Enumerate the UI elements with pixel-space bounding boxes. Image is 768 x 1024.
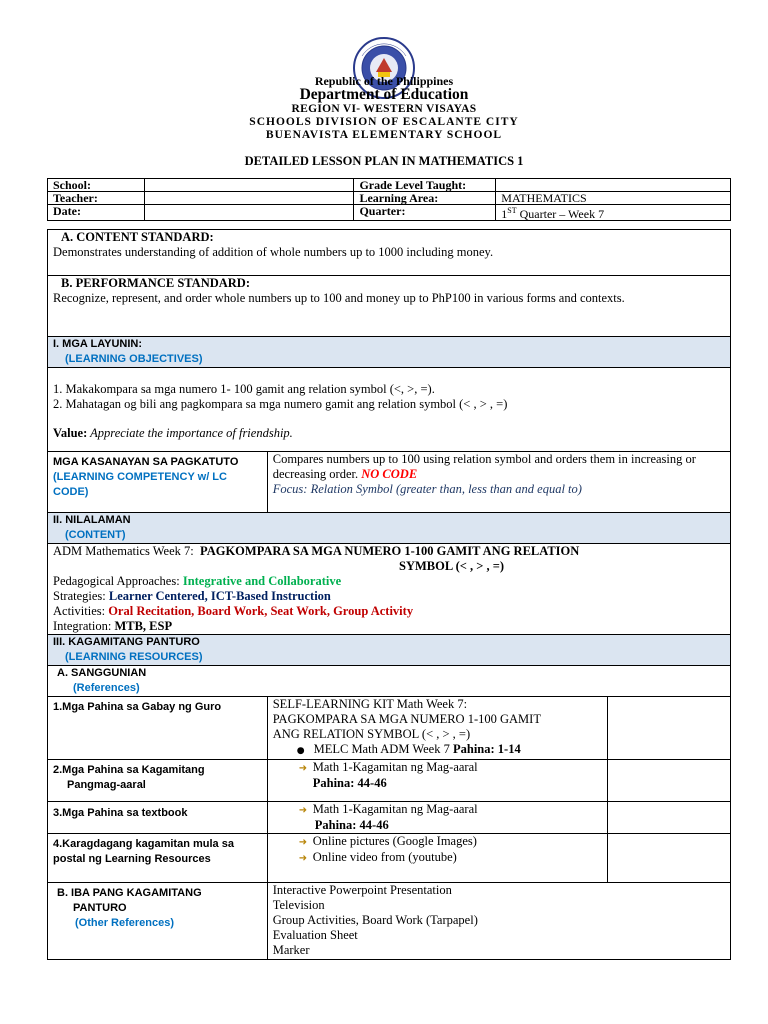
republic-line: Republic of the Philippines xyxy=(314,74,454,88)
performance-standard-row xyxy=(48,276,731,337)
resources-heading: III. KAGAMITANG PANTURO xyxy=(53,636,200,648)
division-line: SCHOOLS DIVISION OF ESCALANTE CITY xyxy=(249,116,519,128)
guro-line-2: PAGKOMPARA SA MGA NUMERO 1-100 GAMIT xyxy=(272,712,541,726)
textbook-extra xyxy=(608,802,731,834)
teacher-label: Teacher: xyxy=(48,192,145,205)
magaaral-extra xyxy=(608,760,731,802)
references-heading: A. SANGGUNIAN xyxy=(57,667,147,679)
references-row xyxy=(48,666,731,697)
value-line: Value: Appreciate the importance of friendship. xyxy=(53,426,293,440)
arrow-bullet-icon: ➜ xyxy=(298,837,308,848)
magaaral-row xyxy=(48,760,731,802)
other-item: Marker xyxy=(272,943,310,957)
area-label: Learning Area: xyxy=(354,192,496,205)
additional-item-1: ➜ Online pictures (Google Images) xyxy=(298,834,477,848)
content-header-row xyxy=(48,513,731,544)
guro-extra xyxy=(608,697,731,760)
additional-extra xyxy=(608,834,731,883)
guro-bullet: ● MELC Math ADM Week 7 Pahina: 1-14 xyxy=(296,742,521,756)
other-sub: (Other References) xyxy=(75,917,175,929)
magaaral-label-1: 2.Mga Pahina sa Kagamitang xyxy=(53,764,205,776)
lesson-plan-table xyxy=(47,229,731,960)
bullet-icon: ● xyxy=(296,746,305,756)
content-standard-row xyxy=(48,230,731,276)
guro-line-1: SELF-LEARNING KIT Math Week 7: xyxy=(272,697,468,711)
objectives-sub: (LEARNING OBJECTIVES) xyxy=(65,353,203,365)
grade-label: Grade Level Taught: xyxy=(354,179,496,192)
textbook-label: 3.Mga Pahina sa textbook xyxy=(53,807,188,819)
magaaral-item: ➜ Math 1-Kagamitan ng Mag-aaral xyxy=(298,760,478,774)
content-standard-text: Demonstrates understanding of addition of whole numbers up to 1000 including money. xyxy=(53,245,494,259)
competency-text: Compares numbers up to 100 using relation symbol and orders them in increasing or decreasing order. NO CODE xyxy=(272,452,696,481)
pedagogical-line: Pedagogical Approaches: Integrative and Collaborative xyxy=(53,574,342,588)
school-line: BUENAVISTA ELEMENTARY SCHOOL xyxy=(265,129,503,141)
additional-item-2: ➜ Online video from (youtube) xyxy=(298,850,457,864)
integration-line: Integration: MTB, ESP xyxy=(53,619,173,633)
objective-item-2: 2. Mahatagan og bili ang pagkompara sa mga numero gamit ang relation symbol (< , > , =) xyxy=(53,397,508,411)
additional-row xyxy=(48,834,731,883)
guro-row xyxy=(48,697,731,760)
other-references-row xyxy=(48,883,731,960)
strategies-line: Strategies: Learner Centered, ICT-Based Instruction xyxy=(53,589,331,603)
other-item: Group Activities, Board Work (Tarpapel) xyxy=(272,913,478,927)
magaaral-pahina: Pahina: 44-46 xyxy=(312,776,387,790)
content-sub: (CONTENT) xyxy=(65,529,126,541)
magaaral-label-2: Pangmag-aaral xyxy=(67,779,146,791)
quarter-label: Quarter: xyxy=(354,205,496,221)
guro-label: 1.Mga Pahina sa Gabay ng Guro xyxy=(53,701,222,713)
guro-line-3: ANG RELATION SYMBOL (< , > , =) xyxy=(272,727,471,741)
school-label: School: xyxy=(48,179,145,192)
other-heading-2: PANTURO xyxy=(73,902,127,914)
date-label: Date: xyxy=(48,205,145,221)
teacher-value[interactable] xyxy=(144,192,354,205)
date-value[interactable] xyxy=(144,205,354,221)
content-standard-heading: A. CONTENT STANDARD: xyxy=(61,230,214,244)
competency-row xyxy=(48,452,731,513)
other-heading-1: B. IBA PANG KAGAMITANG xyxy=(57,887,202,899)
arrow-bullet-icon: ➜ xyxy=(298,805,308,816)
objectives-header-row xyxy=(48,337,731,368)
performance-standard-text: Recognize, represent, and order whole numbers up to 100 and money up to PhP100 in various forms and contexts. xyxy=(53,291,625,305)
competency-sub: (LEARNING COMPETENCY w/ LC CODE) xyxy=(53,471,227,498)
quarter-value[interactable]: 1ST Quarter – Week 7 xyxy=(496,205,731,221)
textbook-item: ➜ Math 1-Kagamitan ng Mag-aaral xyxy=(298,802,478,816)
resources-sub: (LEARNING RESOURCES) xyxy=(65,651,203,663)
other-item: Television xyxy=(272,898,325,912)
page-title: DETAILED LESSON PLAN IN MATHEMATICS 1 xyxy=(244,154,524,168)
resources-header-row xyxy=(48,635,731,666)
grade-value[interactable] xyxy=(496,179,731,192)
info-table xyxy=(47,178,731,221)
arrow-bullet-icon: ➜ xyxy=(298,763,308,774)
department-line: Department of Education xyxy=(299,86,469,103)
textbook-row xyxy=(48,802,731,834)
objective-item-1: 1. Makakompara sa mga numero 1- 100 gamit ang relation symbol (<, >, =). xyxy=(53,382,435,396)
textbook-pahina: Pahina: 44-46 xyxy=(314,818,389,832)
objectives-row xyxy=(48,368,731,452)
objectives-heading: I. MGA LAYUNIN: xyxy=(53,338,143,350)
competency-label: MGA KASANAYAN SA PAGKATUTO xyxy=(53,456,239,468)
area-value[interactable]: MATHEMATICS xyxy=(496,192,731,205)
content-row xyxy=(48,544,731,635)
other-item: Evaluation Sheet xyxy=(272,928,358,942)
performance-standard-heading: B. PERFORMANCE STANDARD: xyxy=(61,276,251,290)
arrow-bullet-icon: ➜ xyxy=(298,853,308,864)
adm-line: ADM Mathematics Week 7: PAGKOMPARA SA MGA NUMERO 1-100 GAMIT ANG RELATION xyxy=(53,544,580,558)
additional-label: 4.Karagdagang kagamitan mula sa postal ng Learning Resources xyxy=(53,838,234,865)
school-value[interactable] xyxy=(144,179,354,192)
references-sub: (References) xyxy=(73,682,140,694)
activities-line: Activities: Oral Recitation, Board Work, Seat Work, Group Activity xyxy=(53,604,414,618)
region-line: REGION VI- WESTERN VISAYAS xyxy=(291,103,477,115)
other-item: Interactive Powerpoint Presentation xyxy=(272,883,452,897)
content-heading: II. NILALAMAN xyxy=(53,514,131,526)
competency-focus: Focus: Relation Symbol (greater than, less than and equal to) xyxy=(272,482,582,496)
adm-line-2: SYMBOL (< , > , =) xyxy=(399,559,505,573)
